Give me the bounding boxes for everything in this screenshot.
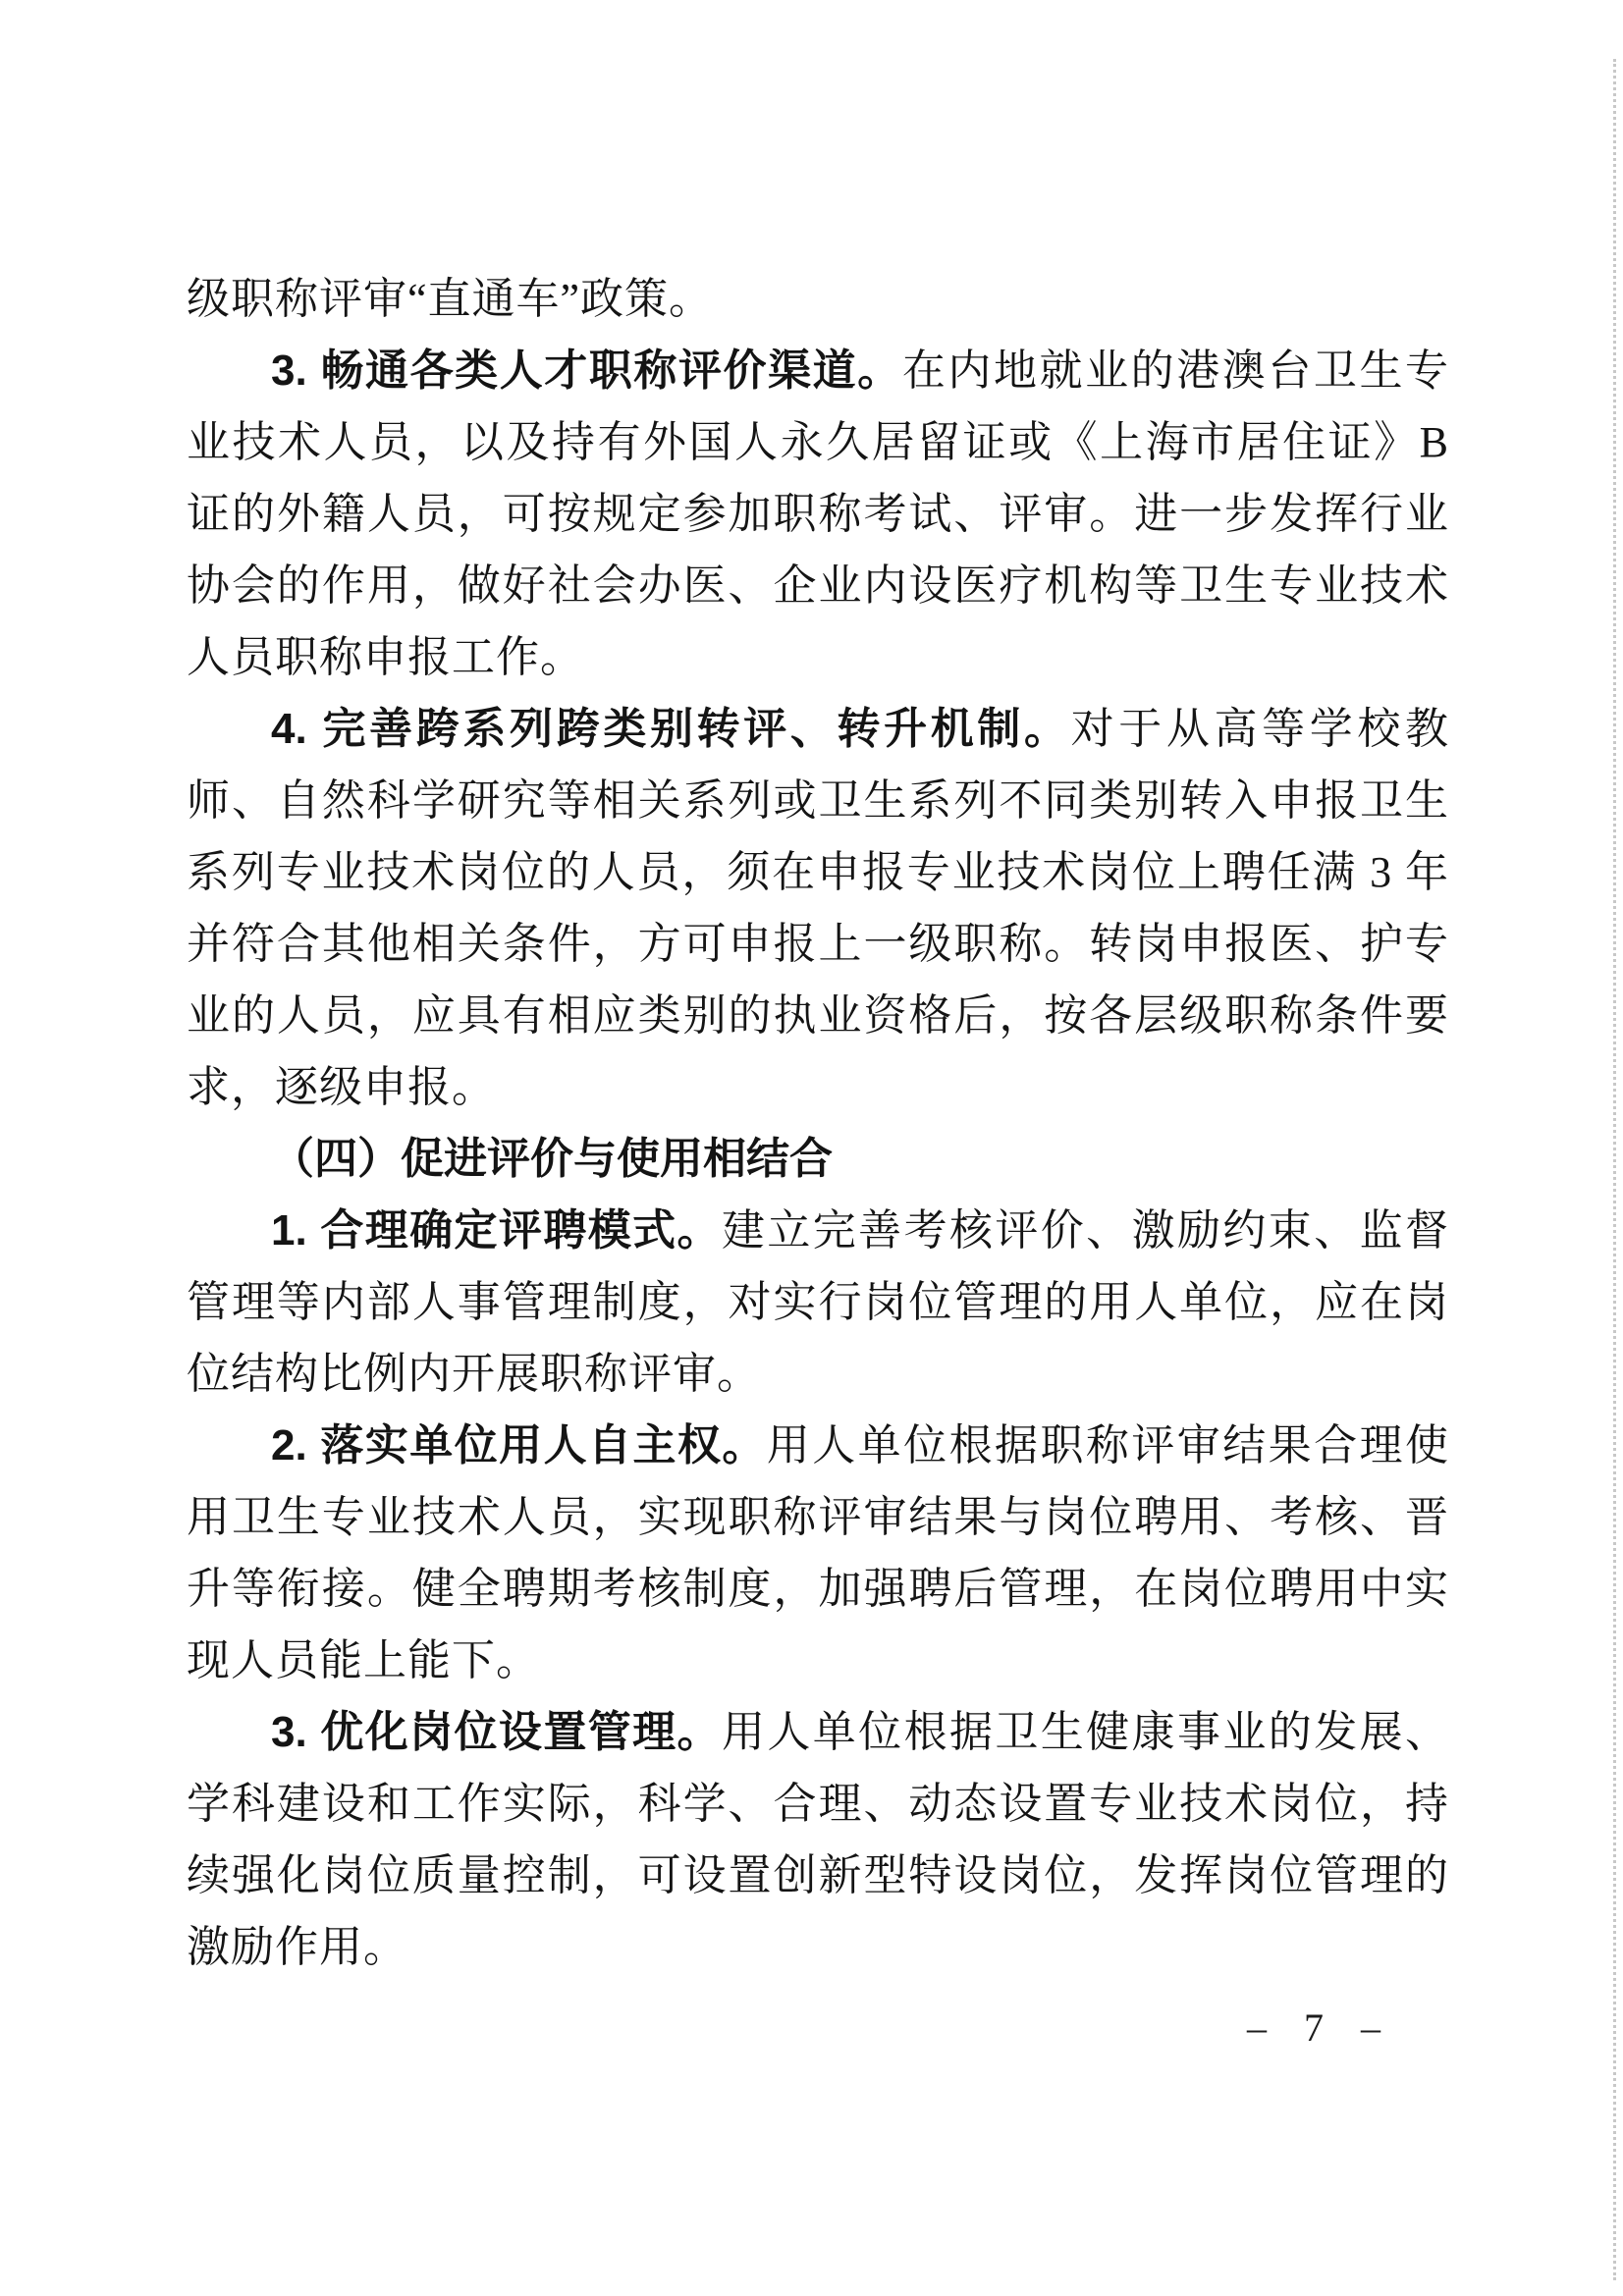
text-run: 用人单位根据职称评审结果合理使用卫生专业技术人员，实现职称评审结果与岗位聘用、考核、晋升等衔接。健全聘期考核制度，加强聘后管理，在岗位聘用中实现人员能上能下。 [187, 1421, 1449, 1684]
paragraph [187, 1696, 1449, 1983]
paragraph [187, 335, 1449, 693]
document-body [187, 263, 1449, 1983]
paragraph [187, 693, 1449, 1123]
heading-run: 3. 优化岗位设置管理。 [271, 1708, 722, 1756]
paragraph [187, 1123, 1449, 1195]
scan-edge-artifact [1613, 59, 1616, 2280]
text-run: 对于从高等学校教师、自然科学研究等相关系列或卫生系列不同类别转入申报卫生系列专业技术岗位的人员，须在申报专业技术岗位上聘任满 3 年并符合其他相关条件，方可申报上一级职称。转岗申报医、护专业的人员，应具有相应类别的执业资格后，按各层级职称条件要求，逐级申报。 [187, 705, 1450, 1111]
heading-run: 4. 完善跨系列跨类别转评、转升机制。 [271, 705, 1071, 753]
text-run: 在内地就业的港澳台卫生专业技术人员，以及持有外国人永久居留证或《上海市居住证》B 证的外籍人员，可按规定参加职称考试、评审。进一步发挥行业协会的作用，做好社会办医、企业内设医疗机构等卫生专业技术人员职称申报工作。 [187, 347, 1450, 681]
paragraph [187, 1195, 1449, 1410]
text-run: 用人单位根据卫生健康事业的发展、学科建设和工作实际，科学、合理、动态设置专业技术岗位，持续强化岗位质量控制，可设置创新型特设岗位，发挥岗位管理的激励作用。 [187, 1708, 1449, 1971]
paragraph [187, 1410, 1449, 1696]
text-run: 级职称评审“直通车”政策。 [187, 275, 714, 323]
heading-run: （四）促进评价与使用相结合 [271, 1135, 833, 1183]
heading-run: 2. 落实单位用人自主权。 [271, 1421, 767, 1469]
paragraph [187, 263, 1449, 335]
heading-run: 1. 合理确定评聘模式。 [271, 1206, 722, 1255]
heading-run: 3. 畅通各类人才职称评价渠道。 [271, 347, 902, 395]
page-number: – 7 – [1247, 2005, 1394, 2050]
text-run: 建立完善考核评价、激励约束、监督管理等内部人事管理制度，对实行岗位管理的用人单位，应在岗位结构比例内开展职称评审。 [187, 1206, 1449, 1398]
